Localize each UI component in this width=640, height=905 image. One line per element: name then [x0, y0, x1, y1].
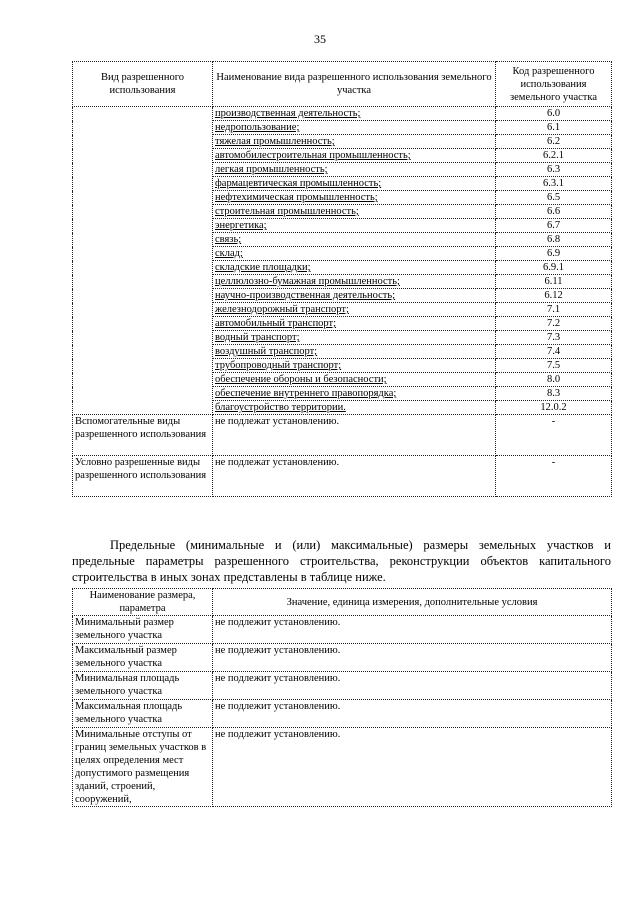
use-name: обеспечение обороны и безопасности; [213, 373, 496, 387]
permitted-use-table [72, 61, 612, 497]
use-name: строительная промышленность; [213, 205, 496, 219]
use-code: 6.9 [496, 247, 612, 261]
parameter-name: Минимальный размер земельного участка [73, 616, 213, 644]
conditional-use-name: не подлежат установлению. [213, 456, 496, 497]
use-name: автомобилестроительная промышленность; [213, 149, 496, 163]
use-name: недропользование; [213, 121, 496, 135]
header-value: Значение, единица измерения, дополнительные условия [213, 589, 612, 616]
use-code: 6.3.1 [496, 177, 612, 191]
aux-use-code: - [496, 415, 612, 456]
table-row [73, 700, 612, 728]
use-name: трубопроводный транспорт; [213, 359, 496, 373]
use-code: 7.2 [496, 317, 612, 331]
use-code: 6.11 [496, 275, 612, 289]
parameter-value: не подлежит установлению. [213, 672, 612, 700]
parameter-value: не подлежит установлению. [213, 728, 612, 807]
parameter-value: не подлежит установлению. [213, 616, 612, 644]
use-name: тяжелая промышленность; [213, 135, 496, 149]
use-code: 6.3 [496, 163, 612, 177]
conditional-use-code: - [496, 456, 612, 497]
use-code: 8.3 [496, 387, 612, 401]
use-code: 6.2.1 [496, 149, 612, 163]
page-number: 35 [314, 32, 326, 46]
use-code: 6.9.1 [496, 261, 612, 275]
use-code: 7.3 [496, 331, 612, 345]
use-code: 7.5 [496, 359, 612, 373]
use-name: нефтехимическая промышленность; [213, 191, 496, 205]
aux-use-type: Вспомогательные виды разрешенного использования [73, 415, 213, 456]
use-code: 6.6 [496, 205, 612, 219]
use-name: складские площадки; [213, 261, 496, 275]
table-header-row [73, 589, 612, 616]
parameter-name: Максимальный размер земельного участка [73, 644, 213, 672]
header-use-name: Наименование вида разрешенного использования земельного участка [213, 62, 496, 107]
use-code: 6.1 [496, 121, 612, 135]
use-name: целлюлозно-бумажная промышленность; [213, 275, 496, 289]
use-code: 6.7 [496, 219, 612, 233]
use-code: 6.8 [496, 233, 612, 247]
aux-use-name: не подлежат установлению. [213, 415, 496, 456]
table-row [73, 728, 612, 807]
use-name: производственная деятельность; [213, 107, 496, 121]
use-code: 8.0 [496, 373, 612, 387]
parameters-paragraph: Предельные (минимальные и (или) максимальные) размеры земельных участков и предельные параметры разрешенного строительства, реконструкции объектов капитального строительства в иных зонах представлены в таблице ниже. [72, 538, 611, 584]
use-code: 7.1 [496, 303, 612, 317]
main-use-type-cell [73, 107, 213, 415]
header-parameter: Наименование размера, параметра [73, 589, 213, 616]
use-name: фармацевтическая промышленность; [213, 177, 496, 191]
use-code: 7.4 [496, 345, 612, 359]
parameter-value: не подлежит установлению. [213, 644, 612, 672]
use-name: связь; [213, 233, 496, 247]
use-name: научно-производственная деятельность; [213, 289, 496, 303]
use-name: железнодорожный транспорт; [213, 303, 496, 317]
use-name: благоустройство территории. [213, 401, 496, 415]
table-header-row [73, 62, 612, 107]
use-code: 6.0 [496, 107, 612, 121]
use-name: автомобильный транспорт; [213, 317, 496, 331]
use-code: 6.12 [496, 289, 612, 303]
conditional-use-row [73, 456, 612, 497]
conditional-use-type: Условно разрешенные виды разрешенного использования [73, 456, 213, 497]
parameter-name: Минимальная площадь земельного участка [73, 672, 213, 700]
use-code: 6.2 [496, 135, 612, 149]
aux-use-row [73, 415, 612, 456]
header-use-type: Вид разрешенного использования [73, 62, 213, 107]
table-row [73, 644, 612, 672]
use-name: склад; [213, 247, 496, 261]
table-row [73, 616, 612, 644]
table-row [73, 672, 612, 700]
parameter-name: Максимальная площадь земельного участка [73, 700, 213, 728]
header-use-code: Код разрешенного использования земельного участка [496, 62, 612, 107]
use-name: энергетика; [213, 219, 496, 233]
use-name: водный транспорт; [213, 331, 496, 345]
use-name: воздушный транспорт; [213, 345, 496, 359]
table-row [73, 107, 612, 121]
use-name: легкая промышленность; [213, 163, 496, 177]
parameter-value: не подлежит установлению. [213, 700, 612, 728]
use-name: обеспечение внутреннего правопорядка; [213, 387, 496, 401]
parameters-table [72, 588, 612, 807]
use-code: 12.0.2 [496, 401, 612, 415]
parameter-name: Минимальные отступы от границ земельных участков в целях определения мест допустимого размещения зданий, строений, сооружений, [73, 728, 213, 807]
use-code: 6.5 [496, 191, 612, 205]
